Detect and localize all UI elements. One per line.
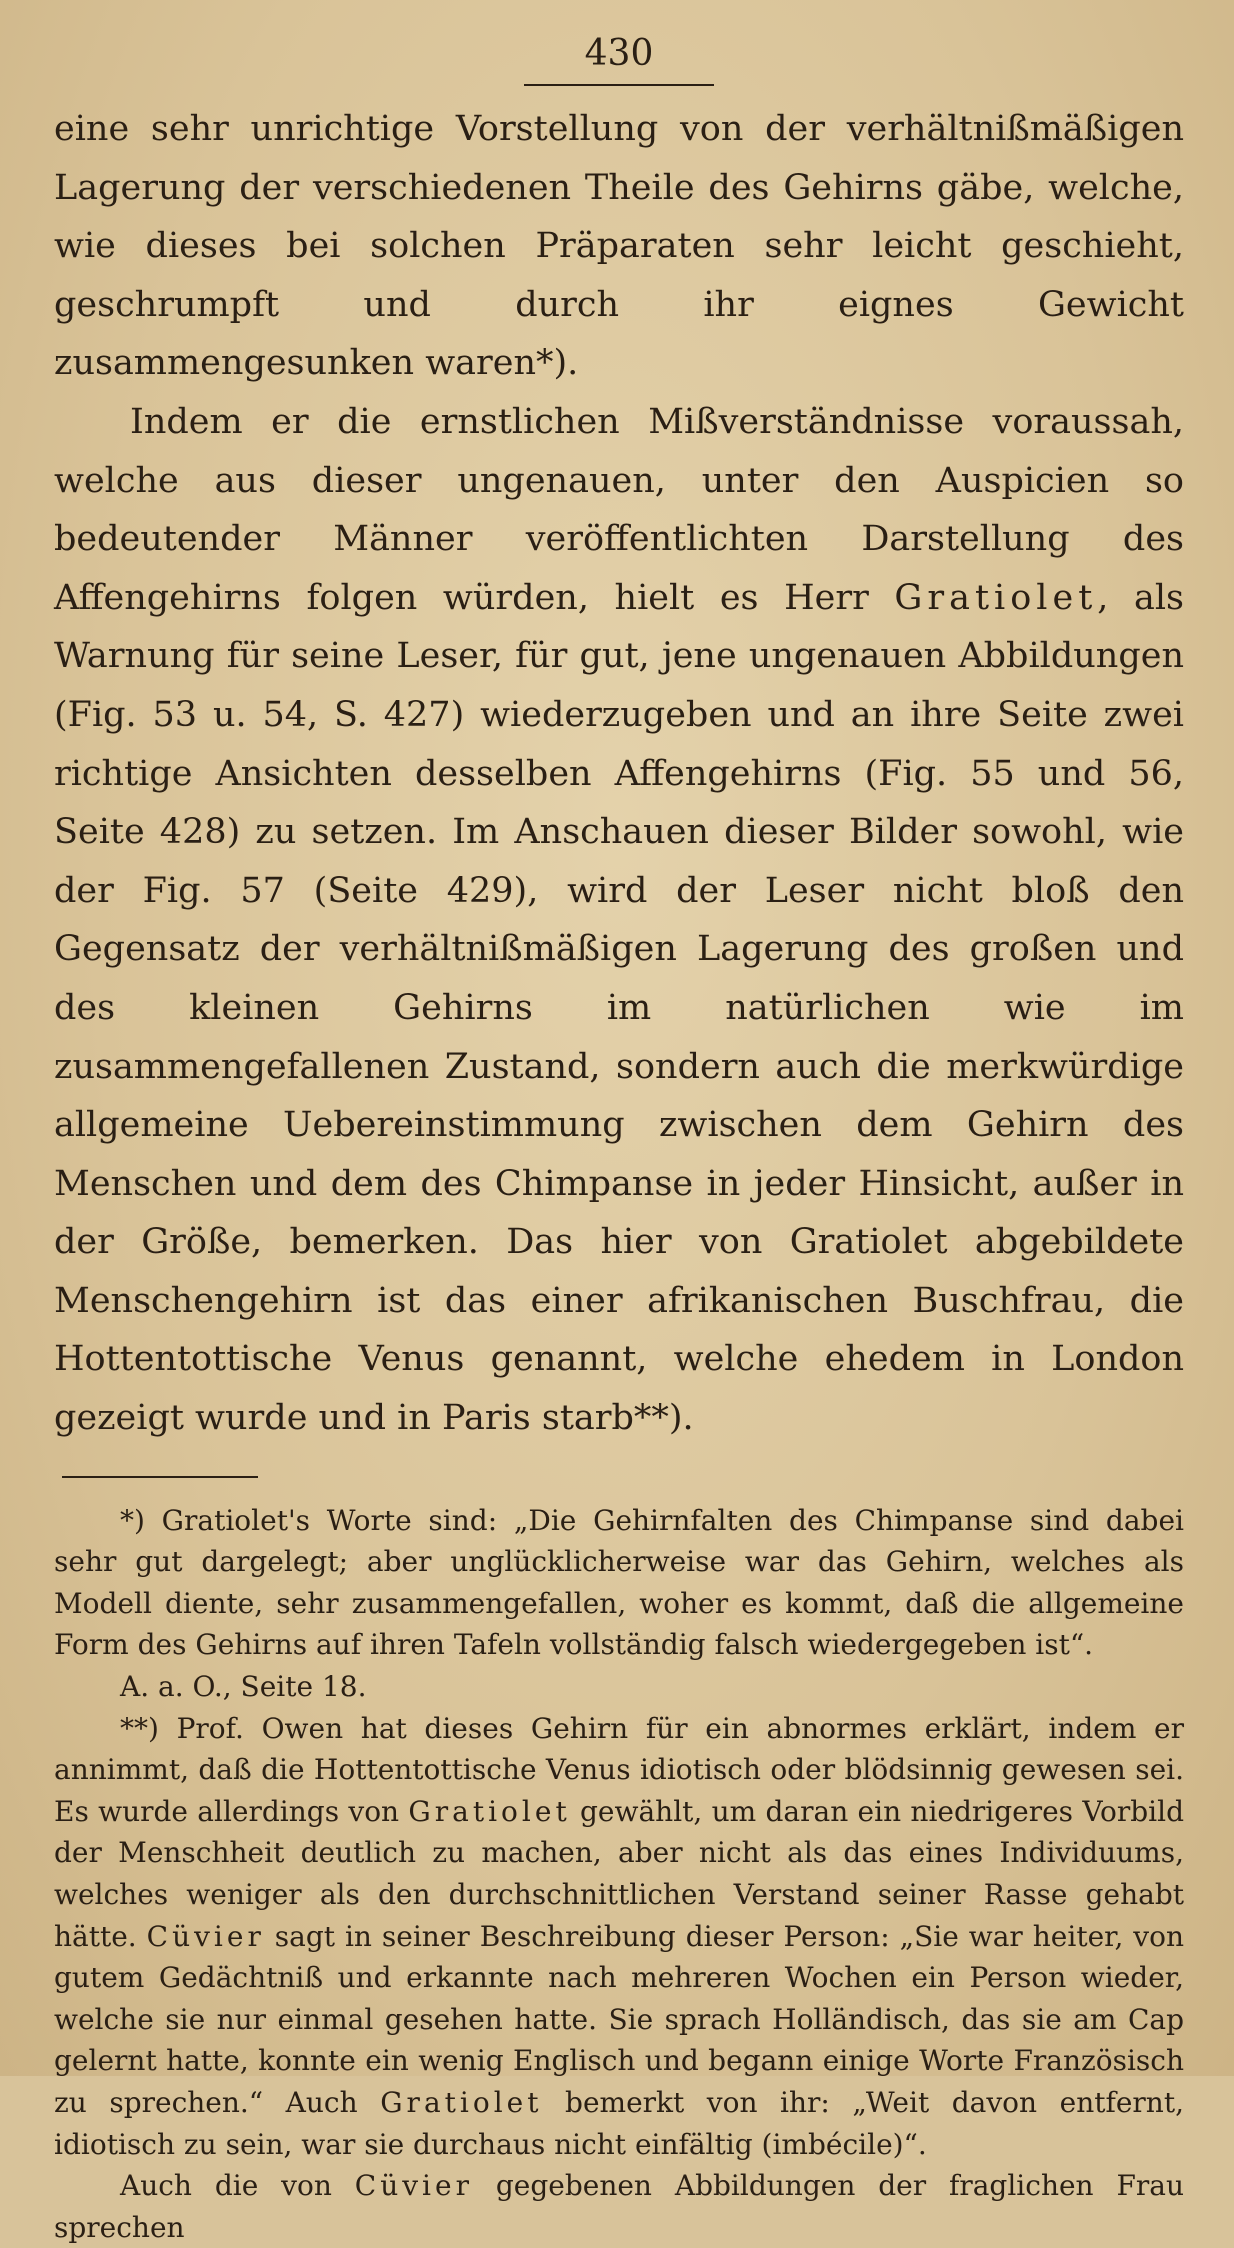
footnote-reference: [54, 1666, 1184, 1708]
footnote-continuation: [54, 2165, 1184, 2248]
text-run: sagt in seiner Beschreibung dieser Person: „Sie war heiter, von gutem Gedächtniß und erkannte nach mehreren Wochen ein Person wieder, welche sie nur einmal gesehen hatte. Sie sprach Holländisch, das sie am Cap gelernt hatte, konnte ein wenig Englisch und begann einige Worte Französisch zu sprechen.“ Auch: [54, 1919, 1184, 2119]
text-run: gegebenen Abbildungen der fraglichen Frau sprechen: [54, 2169, 1184, 2244]
text-run: gewählt, um daran ein niedrigeres Vorbild der Menschheit deutlich zu machen, aber nicht als das eines Individuums, welches weniger als den durchschnittlichen Verstand seiner Rasse gehabt hätte.: [54, 1794, 1185, 1953]
text-run: Auch die von: [120, 2169, 355, 2203]
text-run: Indem er die ernstlichen Mißverständnisse voraussah, welche aus dieser ungenauen, unter den Auspicien so bedeutender Männer veröffentlichten Darstellung des Affengehirns folgen würden, hielt es Herr: [54, 401, 1184, 618]
spaced-name: Cüvier: [354, 2169, 473, 2203]
text-run: *) Gratiolet's Worte sind: „Die Gehirnfalten des Chimpanse sind dabei sehr gut dargelegt; aber unglücklicherweise war das Gehirn, welches als Modell diente, sehr zusammengefallen, woher es kommt, daß die allgemeine Form des Gehirns auf ihren Tafeln vollständig falsch wiedergegeben ist“.: [54, 1503, 1184, 1662]
spaced-name: Gratiolet: [380, 2085, 543, 2119]
text-run: eine sehr unrichtige Vorstellung von der verhältnißmäßigen Lagerung der verschiedenen Theile des Gehirns gäbe, welche, wie dieses bei solchen Präparaten sehr leicht geschieht, geschrumpft und durch ihr eignes Gewicht zusammengesunken waren*).: [54, 109, 1184, 384]
footnote: [54, 1500, 1184, 1666]
text-run: , als Warnung für seine Leser, für gut, jene ungenauen Abbildungen (Fig. 53 u. 54, S. 427) wiederzugeben und an ihre Seite zwei richtige Ansichten desselben Affengehirns (Fig. 55 und 56, Seite 428) zu setzen. Im Anschauen dieser Bilder sowohl, wie der Fig. 57 (Seite 429), wird der Leser nicht bloß den Gegensatz der verhältnißmäßigen Lagerung des großen und des kleinen Gehirns im natürlichen wie im zusammengefallenen Zustand, sondern auch die merkwürdige allgemeine Uebereinstimmung zwischen dem Gehirn des Menschen und dem des Chimpanse in jeder Hinsicht, außer in der Größe, bemerken. Das hier von Gratiolet abgebildete Menschengehirn ist das einer afrikanischen Buschfrau, die Hottentottische Venus genannt, welche ehedem in London gezeigt wurde und in Paris starb**).: [54, 577, 1185, 1439]
footnote: [54, 1708, 1184, 2166]
spaced-name: Gratiolet: [894, 577, 1098, 618]
spaced-name: Gratiolet: [408, 1794, 571, 1828]
paragraph: [54, 393, 1184, 1448]
spaced-name: Cüvier: [146, 1919, 265, 1953]
text-run: A. a. O., Seite 18.: [120, 1670, 367, 1704]
text-run: **) Prof. Owen hat dieses Gehirn für ein abnormes erklärt, indem er annimmt, daß die Hottentottische Venus idiotisch oder blödsinnig gewesen sei. Es wurde allerdings von: [54, 1711, 1184, 1828]
page-number-rule: [524, 84, 714, 86]
footnote-separator: [62, 1476, 258, 1478]
main-text: [54, 100, 1184, 1448]
text-run: bemerkt von ihr: „Weit davon entfernt, idiotisch zu sein, war sie durchaus nicht einfältig (imbécile)“.: [54, 2085, 1184, 2161]
paragraph-continuation: [54, 100, 1184, 393]
footnotes: [54, 1500, 1184, 2248]
page-number: 430: [584, 33, 654, 74]
